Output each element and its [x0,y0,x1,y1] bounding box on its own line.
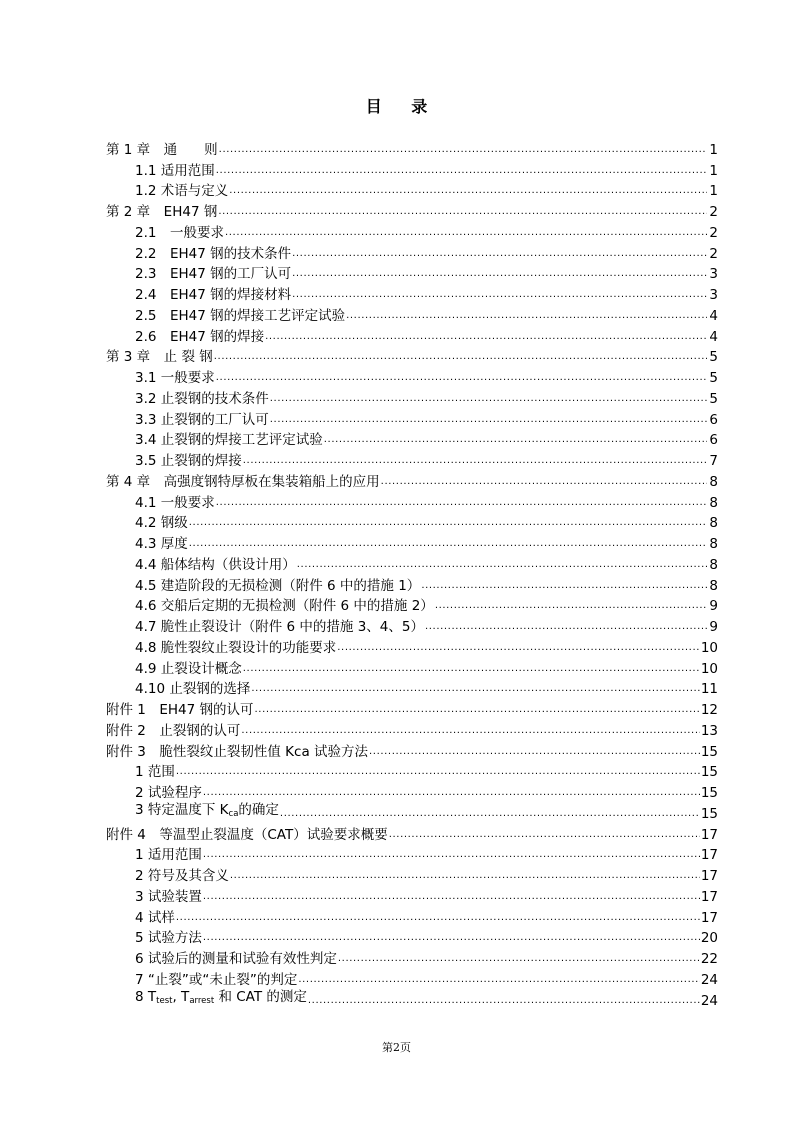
toc-section-entry[interactable] [106,780,718,801]
dot-leader [292,268,707,280]
dot-leader [216,165,707,177]
toc-chapter-entry[interactable] [106,822,718,843]
toc-entry-label: 3.3 止裂钢的工厂认可 [135,411,269,428]
dot-leader [229,185,707,197]
toc-section-entry[interactable] [106,573,718,594]
dot-leader [225,227,707,239]
toc-page-number: 8 [709,494,718,511]
toc-entry-label: 2.4 EH47 钢的焊接材料 [135,287,292,303]
toc-page-number: 10 [700,660,718,677]
toc-entry-label: 6 试验后的测量和试验有效性判定 [135,951,337,967]
toc-section-entry[interactable] [106,365,718,386]
toc-page-number: 12 [700,702,718,718]
dot-leader [308,995,700,1007]
toc-section-entry[interactable] [106,282,718,303]
dot-leader [189,538,707,550]
toc-section-entry[interactable] [106,386,718,407]
toc-section-entry[interactable] [106,531,718,552]
dot-leader [243,663,700,675]
toc-entry-label: 2.3 EH47 钢的工厂认可 [135,266,292,283]
dot-leader [435,600,707,612]
dot-leader [203,891,700,903]
toc-entry-label: 第 1 章 通 则 [106,141,218,158]
toc-entry-label: 2.5 EH47 钢的焊接工艺评定试验 [135,307,346,324]
toc-section-entry[interactable] [106,220,718,241]
toc-page-number: 2 [709,245,718,262]
toc-section-entry[interactable] [106,407,718,428]
dot-leader [337,642,700,654]
dot-leader [219,144,707,156]
toc-page-number: 17 [700,909,718,926]
toc-entry-label: 4.1 一般要求 [135,494,215,511]
dot-leader [381,476,707,488]
dot-leader [338,953,700,965]
toc-section-entry[interactable] [106,946,718,967]
toc-page-number: 24 [700,992,718,1009]
toc-chapter-entry[interactable] [106,718,718,739]
dot-leader [176,766,700,778]
toc-chapter-entry[interactable] [106,697,718,718]
toc-entry-label: 2.1 一般要求 [135,224,224,241]
toc-entry-label: 4.4 船体结构（供设计用） [135,556,296,573]
dot-leader [324,434,707,446]
dot-leader [369,746,700,758]
toc-entry-label: 4.8 脆性裂纹止裂设计的功能要求 [135,639,337,656]
dot-leader [292,248,707,260]
toc-entry-label: 8 $T_{test}$, $T_{arrest}$ 和 CAT 的测定 [135,988,307,1006]
toc-page-number: 8 [709,515,718,532]
toc-entry-label: 5 试验方法 [135,930,202,947]
dot-leader [203,932,700,944]
toc-chapter-entry[interactable] [106,199,718,220]
toc-page-number: 5 [709,370,718,386]
toc-page-number: 22 [700,951,718,967]
dot-leader [203,849,700,861]
toc-page-number: 15 [700,805,718,822]
toc-section-entry[interactable] [106,905,718,926]
toc-section-entry[interactable] [106,594,718,615]
toc-page-number: 17 [700,868,718,884]
toc-entry-label: 1.2 术语与定义 [135,183,229,200]
toc-page-number: 2 [709,224,718,241]
toc-section-entry[interactable] [106,179,718,200]
dot-leader [346,310,707,322]
toc-section-entry[interactable] [106,656,718,677]
toc-section-entry[interactable] [106,926,718,947]
toc-page-number: 1 [709,141,718,158]
toc-section-entry[interactable] [106,241,718,262]
toc-page-number: 8 [709,577,718,594]
toc-section-entry[interactable] [106,801,718,822]
toc-section-entry[interactable] [106,490,718,511]
dot-leader [216,497,707,509]
dot-leader [270,414,707,426]
dot-leader [255,704,700,716]
dot-leader [203,787,700,799]
toc-entry-label: 4.2 钢级 [135,515,188,532]
toc-section-entry[interactable] [106,614,718,635]
toc-entry-label: 2.2 EH47 钢的技术条件 [135,245,292,262]
toc-entry-label: 附件 4 等温型止裂温度（CAT）试验要求概要 [106,826,388,843]
dot-leader [292,289,707,301]
toc-page-number: 6 [709,432,718,449]
toc-entry-label: 4.7 脆性止裂设计（附件 6 中的措施 3、4、5） [135,619,424,635]
toc-page-number: 17 [700,847,718,864]
toc-section-entry[interactable] [106,552,718,573]
toc-section-entry[interactable] [106,511,718,532]
dot-leader [216,372,707,384]
toc-entry-label: 3 试验装置 [135,888,202,905]
toc-entry-label: 3.1 一般要求 [135,370,215,386]
toc-chapter-entry[interactable] [106,739,718,760]
toc-section-entry[interactable] [106,635,718,656]
toc-entry-label: 4.10 止裂钢的选择 [135,681,251,698]
toc-entry-label: 4.9 止裂设计概念 [135,660,242,677]
dot-leader [297,559,707,571]
dot-leader [421,580,707,592]
toc-page-number: 8 [709,536,718,552]
toc-page-number: 4 [709,328,718,345]
toc-entry-label: 3 特定温度下 $K_{ca}$的确定 [135,801,279,819]
toc-page-number: 2 [709,204,718,220]
toc-section-entry[interactable] [106,448,718,469]
dot-leader [218,206,707,218]
toc-entry-label: 2.6 EH47 钢的焊接 [135,328,265,345]
toc-chapter-entry[interactable] [106,469,718,490]
toc-entry-label: 第 2 章 EH47 钢 [106,204,218,220]
toc-section-entry[interactable] [106,303,718,324]
toc-page-number: 6 [709,411,718,428]
toc-section-entry[interactable] [106,158,718,179]
toc-entry-label: 1 适用范围 [135,847,202,864]
dot-leader [389,829,700,841]
toc-section-entry[interactable] [106,967,718,988]
toc-section-entry[interactable] [106,262,718,283]
toc-page-number: 9 [709,619,718,635]
toc-title: 目 录 [365,97,440,116]
toc-page-number: 9 [709,598,718,615]
toc-entry-label: 1.1 适用范围 [135,162,215,179]
toc-page-number: 15 [700,743,718,760]
toc-page-number: 15 [700,785,718,801]
toc-section-entry[interactable] [106,843,718,864]
page-number-footer: 第2页 [382,1041,411,1054]
toc-page-number: 1 [709,183,718,200]
dot-leader [230,870,700,882]
dot-leader [270,393,707,405]
toc-page-number: 17 [700,826,718,843]
toc-page-number: 10 [700,639,718,656]
dot-leader [425,621,707,633]
dot-leader [241,725,699,737]
toc-entry-label: 7 “止裂”或“未止裂”的判定 [135,971,298,988]
toc-page-number: 3 [709,287,718,303]
toc-page-number: 20 [700,930,718,947]
toc-entry-label: 3.2 止裂钢的技术条件 [135,390,269,407]
dot-leader [265,331,707,343]
toc-page-number: 13 [700,722,718,739]
toc-entry-label: 附件 3 脆性裂纹止裂韧性值 Kca 试验方法 [106,743,369,760]
toc-chapter-entry[interactable] [106,345,718,366]
toc-entry-label: 第 4 章 高强度钢特厚板在集装箱船上的应用 [106,473,380,490]
toc-entry-label: 4.3 厚度 [135,536,188,552]
dot-leader [214,351,707,363]
toc-section-entry[interactable] [106,988,718,1009]
toc-page-number: 15 [700,764,718,781]
toc-entry-label: 4.5 建造阶段的无损检测（附件 6 中的措施 1） [135,577,421,594]
toc-entry-label: 4 试样 [135,909,175,926]
toc-entry-label: 附件 1 EH47 钢的认可 [106,702,254,718]
toc-section-entry[interactable] [106,863,718,884]
toc-entry-label: 第 3 章 止 裂 钢 [106,349,213,366]
toc-entry-label: 2 符号及其含义 [135,868,229,884]
toc-page-number: 5 [709,349,718,366]
dot-leader [280,808,700,820]
toc-page-number: 3 [709,266,718,283]
dot-leader [243,455,707,467]
toc-page-number: 7 [709,453,718,469]
dot-leader [189,517,707,529]
toc-section-entry[interactable] [106,760,718,781]
toc-page-number: 17 [700,888,718,905]
toc-section-entry[interactable] [106,884,718,905]
toc-section-entry[interactable] [106,324,718,345]
toc-section-entry[interactable] [106,677,718,698]
toc-entry-label: 1 范围 [135,764,175,781]
dot-leader [251,683,699,695]
table-of-contents [106,137,718,1009]
toc-entry-label: 附件 2 止裂钢的认可 [106,722,241,739]
toc-page-number: 5 [709,390,718,407]
toc-entry-label: 3.4 止裂钢的焊接工艺评定试验 [135,432,323,449]
toc-page-number: 8 [709,473,718,490]
dot-leader [298,974,699,986]
toc-chapter-entry[interactable] [106,137,718,158]
toc-section-entry[interactable] [106,428,718,449]
toc-page-number: 8 [709,556,718,573]
toc-page-number: 11 [700,681,718,698]
toc-page-number: 4 [709,307,718,324]
toc-page-number: 24 [700,971,718,988]
toc-page-number: 1 [709,162,718,179]
toc-entry-label: 4.6 交船后定期的无损检测（附件 6 中的措施 2） [135,598,434,615]
toc-entry-label: 2 试验程序 [135,785,202,801]
toc-entry-label: 3.5 止裂钢的焊接 [135,453,242,469]
dot-leader [176,912,700,924]
